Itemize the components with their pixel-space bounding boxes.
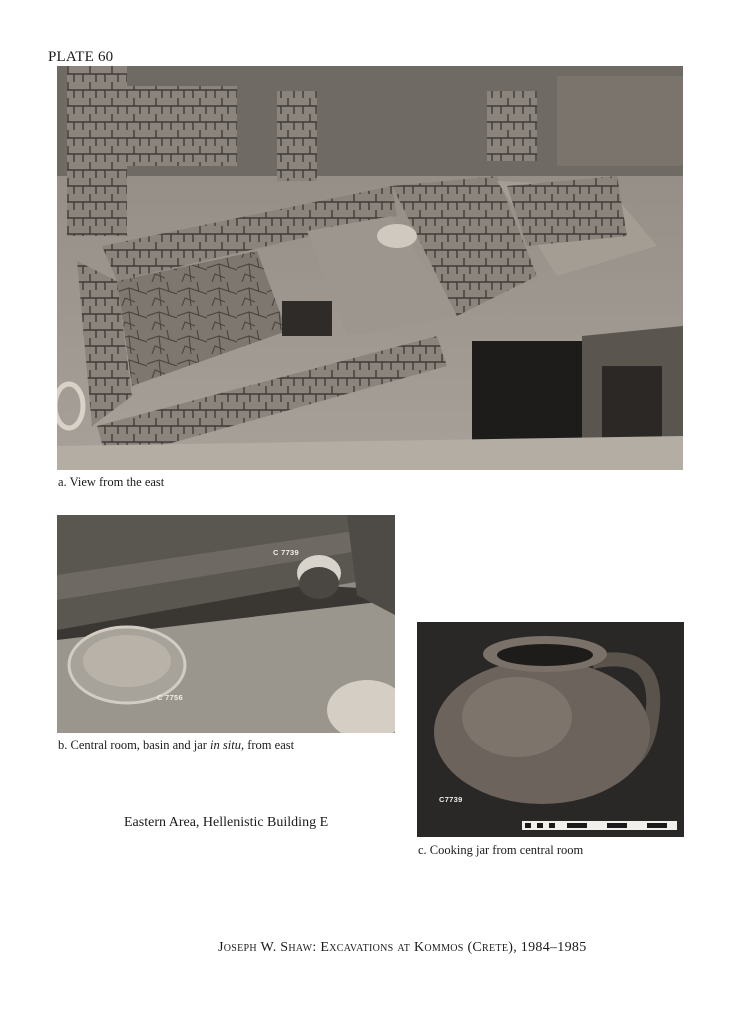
caption-figure-b: b. Central room, basin and jar in situ, from east: [58, 738, 295, 752]
artifact-tag-cooking-jar: C7739: [439, 795, 463, 804]
caption-figure-a: a. View from the east: [58, 475, 165, 489]
excavation-photo-basin-and-jar: [57, 515, 395, 733]
plate-label: PLATE 60: [48, 49, 114, 65]
section-title: Eastern Area, Hellenistic Building E: [124, 815, 329, 830]
footer-citation: Joseph W. Shaw: Excavations at Kommos (Crete), 1984–1985: [218, 940, 587, 955]
artifact-tag-basin: C 7756: [157, 693, 183, 702]
artifact-tag-jar: C 7739: [273, 548, 299, 557]
excavation-photo-view-from-east: [57, 66, 683, 470]
caption-figure-c: c. Cooking jar from central room: [418, 843, 584, 857]
cooking-jar-photo: [417, 622, 684, 837]
